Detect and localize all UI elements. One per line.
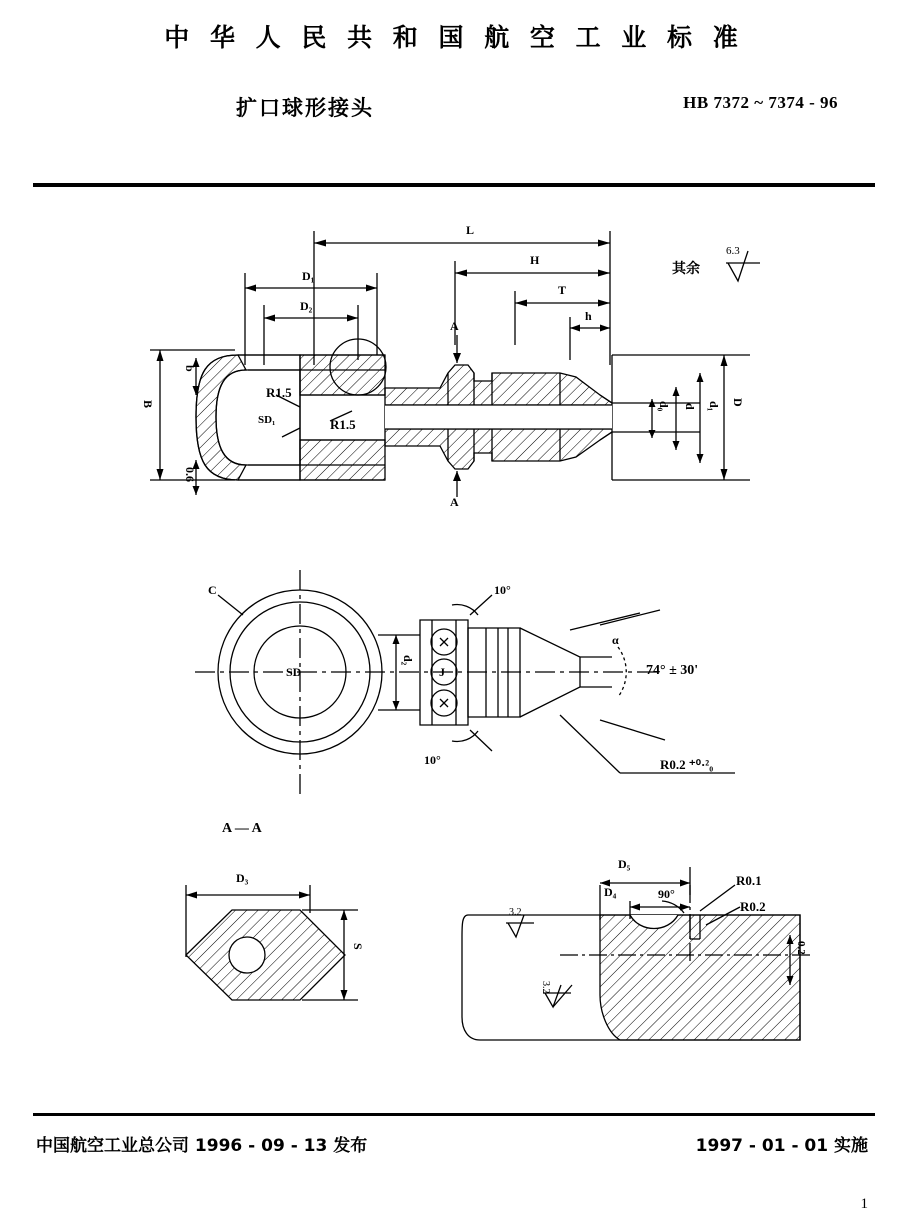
footer-effective-date: 1997 - 01 - 01 实施 [695,1136,868,1156]
roughness-2-label: 3.2 [540,981,551,994]
roughness-1-label: 3.2 [509,907,522,918]
radius-label-2: R1.5 [330,417,356,432]
dim-label-B: B [141,400,155,409]
surface-note-label: 其余 [672,262,700,277]
dim-label-b: b [183,365,197,372]
footer-divider [33,1113,875,1116]
angle-bottom-label: 10° [424,753,441,767]
radius-R02-detail-label: R0.2 [740,899,766,914]
angle-top-label: 10° [494,583,511,597]
section-mark-a-bottom: A [450,495,459,509]
dim-label-S: S [351,943,365,950]
surface-value-label: 6.3 [726,245,740,257]
section-mark-a-top: A [450,319,459,333]
radius-R02-label: R0.2 ⁺⁰·²₀ [660,757,714,772]
page-title: 中 华 人 民 共 和 国 航 空 工 业 标 准 [164,23,744,52]
footer-issuer: 中国航空工业总公司 1996 - 09 - 13 发布 [36,1136,368,1156]
section-title: A — A [222,821,262,836]
dim-label-D2: D₂ [300,299,313,313]
dim-label-T: T [558,283,567,297]
dim-label-D3: D₃ [236,871,249,885]
dim-label-0-6: 0.6 [183,467,197,482]
angle-90-label: 90° [658,887,675,901]
dim-label-H: H [530,253,540,267]
dim-label-02: 0.2 [795,941,807,955]
dim-label-D1: D₁ [302,269,315,283]
angle-cone-label: 74° ± 30' [646,663,699,678]
dim-label-d0: d₀ [657,401,671,412]
sd1-label: SD₁ [258,414,276,426]
document-title: 扩口球形接头 [236,96,374,120]
label-SD: SD [286,665,302,679]
dim-label-D: D [731,398,745,407]
dim-label-L: L [466,223,475,237]
dim-label-D4: D₄ [604,885,617,899]
dim-label-D5: D₅ [618,857,631,871]
radius-label-1: R1.5 [266,385,292,400]
angle-alpha-label: α [612,633,619,647]
dim-label-d1: d₁ [707,401,721,412]
page-number: 1 [860,1196,868,1212]
label-J: J [439,665,445,679]
technical-drawing [0,195,908,1105]
radius-R01-label: R0.1 [736,873,762,888]
standard-number: HB 7372 ~ 7374 - 96 [683,93,838,112]
label-C: C [208,583,217,597]
label-d2: d₂ [401,655,415,666]
header-divider [33,183,875,187]
dim-label-d: d [683,403,697,410]
dim-label-h: h [585,309,592,323]
